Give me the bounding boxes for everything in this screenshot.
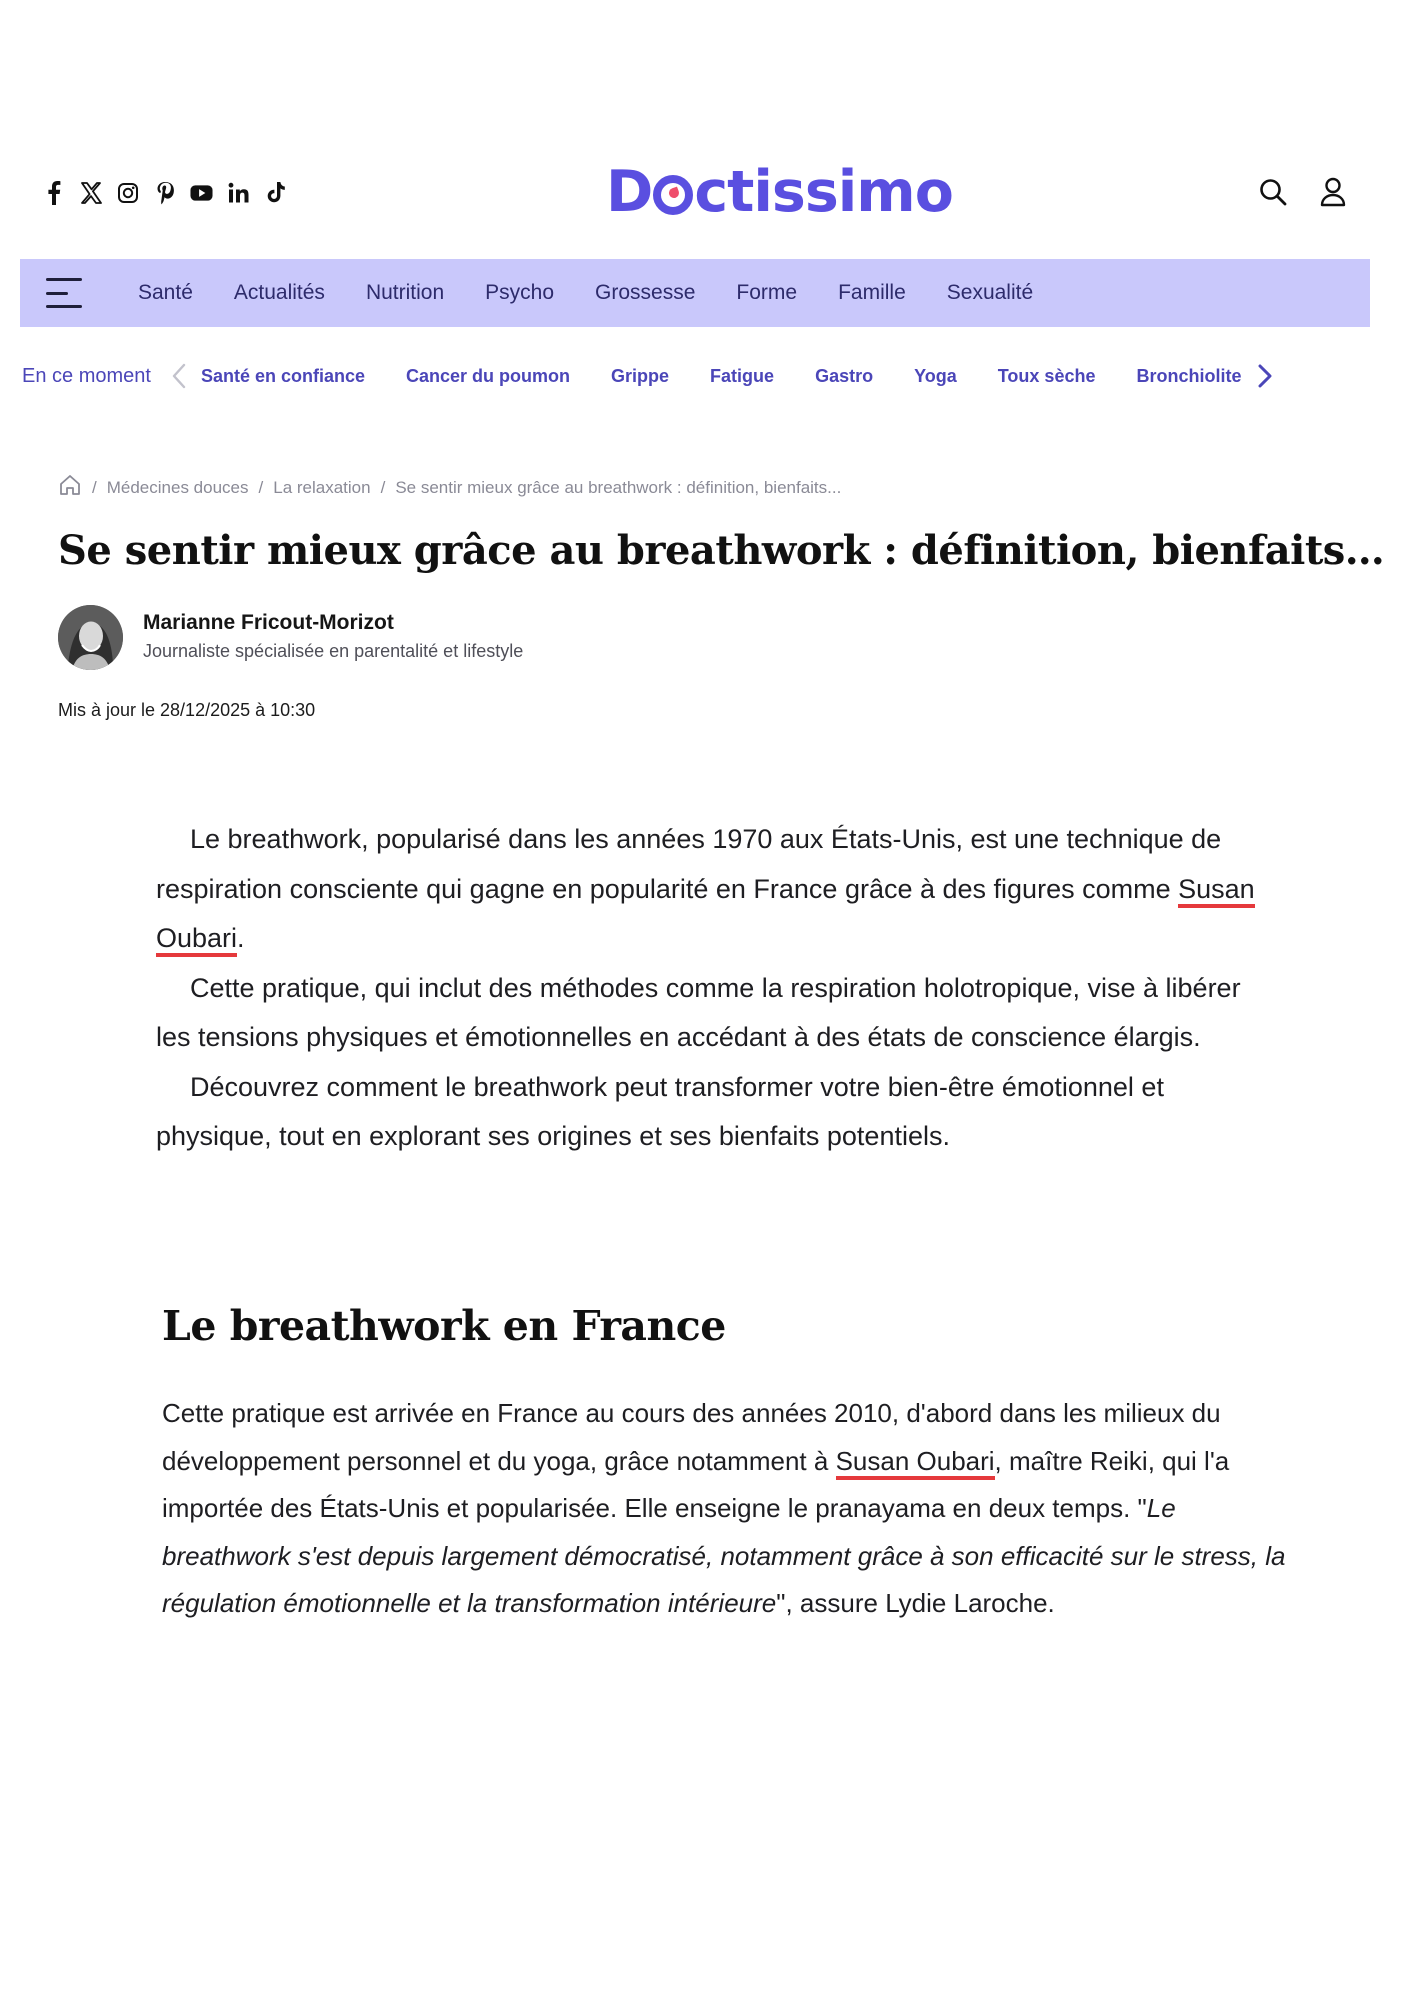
chevron-left-icon[interactable] (169, 361, 189, 391)
logo-text-end: ctissimo (694, 159, 953, 225)
pinterest-icon[interactable] (153, 181, 176, 204)
trending-item[interactable]: Gastro (815, 365, 874, 386)
section-text: ", assure Lydie Laroche. (776, 1588, 1055, 1618)
trending-item[interactable]: Cancer du poumon (406, 365, 571, 386)
updated-date: Mis à jour le 28/12/2025 à 10:30 (58, 700, 316, 720)
breadcrumb-item[interactable]: Médecines douces (106, 477, 249, 497)
breadcrumb (58, 474, 841, 501)
menu-icon[interactable] (46, 278, 82, 308)
tiktok-icon[interactable] (264, 181, 287, 204)
nav-item-actualites[interactable]: Actualités (233, 281, 325, 304)
trending-item[interactable]: Yoga (914, 365, 957, 386)
breadcrumb-item[interactable]: La relaxation (273, 477, 371, 497)
breadcrumb-separator: / (258, 477, 264, 497)
author-role: Journaliste spécialisée en parentalité et lifestyle (143, 641, 524, 661)
trending-items (201, 366, 1256, 387)
nav-item-famille[interactable]: Famille (838, 281, 906, 304)
social-links (42, 181, 287, 204)
nav-item-grossesse[interactable]: Grossesse (595, 281, 696, 304)
chevron-right-icon[interactable] (1255, 361, 1275, 391)
nav-item-sexualite[interactable]: Sexualité (946, 281, 1034, 304)
susan-oubari-link[interactable]: Susan Oubari (836, 1446, 995, 1480)
nav-item-sante[interactable]: Santé (138, 281, 193, 304)
logo-text-start: D (606, 159, 653, 225)
facebook-icon[interactable] (42, 181, 65, 204)
intro-paragraph: Cette pratique, qui inclut des méthodes comme la respiration holotropique, vise à libérer les tensions physiques et émotionnelles en accédant à des états de conscience élargis. (156, 972, 1241, 1052)
nav-item-nutrition[interactable]: Nutrition (365, 281, 445, 304)
breadcrumb-separator: / (92, 477, 97, 497)
section-quote: Le breathwork s'est depuis largement démocratisé, notamment grâce à son efficacité sur le stress, la régulation émotionnelle et la transformation intérieure (162, 1493, 1286, 1618)
intro-paragraph (156, 815, 1276, 964)
trending-bar (22, 358, 1362, 394)
article-intro (156, 815, 1276, 1162)
nav-items (138, 281, 1074, 305)
trending-item[interactable]: Santé en confiance (200, 365, 366, 386)
search-icon[interactable] (1256, 175, 1290, 209)
youtube-icon[interactable] (190, 181, 213, 204)
logo-o-mark (653, 175, 693, 215)
home-icon[interactable] (58, 474, 82, 501)
instagram-icon[interactable] (116, 181, 139, 204)
doctissimo-logo[interactable] (606, 156, 953, 228)
section-text: , maître Reiki, qui l'a importée des États-Unis et popularisée. Elle enseigne le pranayama en deux temps. " (162, 1445, 1230, 1523)
header-actions (1256, 175, 1350, 209)
trending-item[interactable]: Fatigue (710, 365, 775, 386)
trending-item[interactable]: Grippe (611, 365, 670, 386)
user-icon[interactable] (1316, 175, 1350, 209)
linkedin-icon[interactable] (227, 181, 250, 204)
intro-paragraph: Découvrez comment le breathwork peut transformer votre bien-être émotionnel et physique, tout en explorant ses origines et ses bienfaits potentiels. (156, 1071, 1164, 1151)
trending-item[interactable]: Toux sèche (997, 365, 1096, 386)
main-nav (20, 259, 1370, 327)
x-icon[interactable] (79, 181, 102, 204)
intro-text: . (237, 923, 245, 953)
nav-item-psycho[interactable]: Psycho (485, 281, 555, 304)
trending-label: En ce moment (22, 364, 151, 387)
susan-oubari-link[interactable]: Susan Oubari (156, 874, 1255, 958)
author-name[interactable]: Marianne Fricout-Morizot (143, 611, 394, 634)
article-title: Se sentir mieux grâce au breathwork : définition, bienfaits… (58, 527, 1385, 574)
nav-item-forme[interactable]: Forme (736, 281, 798, 304)
section-text: Cette pratique est arrivée en France au cours des années 2010, d'abord dans les milieux du développement personnel et du yoga, grâce notamment à (162, 1398, 1221, 1476)
breadcrumb-current: Se sentir mieux grâce au breathwork : définition, bienfaits... (395, 477, 842, 497)
breadcrumb-separator: / (380, 477, 386, 497)
intro-text: Le breathwork, popularisé dans les années 1970 aux États-Unis, est une technique de respiration consciente qui gagne en popularité en France grâce à des figures comme (156, 824, 1222, 904)
trending-item[interactable]: Bronchiolite (1136, 365, 1242, 386)
author-avatar[interactable] (58, 605, 123, 670)
section-paragraph (162, 1390, 1287, 1628)
section-heading: Le breathwork en France (162, 1302, 726, 1350)
